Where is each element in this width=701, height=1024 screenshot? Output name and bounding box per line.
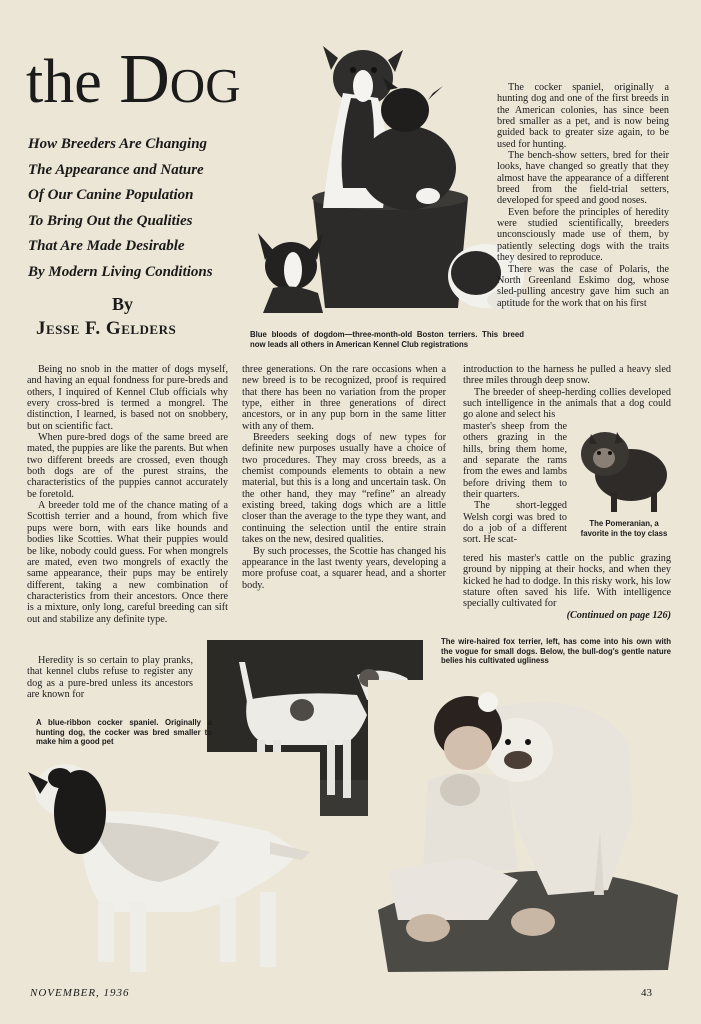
deck-line: By Modern Living Conditions — [28, 263, 213, 280]
continued-note: (Continued on page 126) — [566, 609, 671, 621]
deck-line: Of Our Canine Population — [28, 187, 194, 203]
paragraph: Even before the principles of heredity were studied scientifically, breeders unconsciously made use of them, by patiently selecting dogs with the traits they desired to reproduce. — [497, 206, 669, 264]
title-the: the — [26, 48, 102, 116]
body-column-3 — [463, 364, 671, 421]
body-column-2 — [242, 364, 446, 591]
caption-boston-terriers: Blue bloods of dogdom—three-month-old Boston terriers. This breed now leads all others in American Kennel Club registrations — [250, 330, 524, 349]
cocker-spaniel-photo — [20, 752, 320, 984]
caption-fox-terrier-bulldog: The wire-haired fox terrier, left, has come into his own with the vogue for small dogs. Below, the bull-dog's gentle nature belies his cultivated ugliness — [441, 637, 671, 665]
paragraph: There was the case of Polaris, the North Greenland Eskimo dog, whose sled-pulling ancestry gave him such an aptitude for the work that on his first — [497, 263, 669, 309]
body-column-1 — [27, 364, 228, 625]
title-dog: Dog — [119, 41, 241, 118]
article-deck — [28, 132, 238, 285]
deck-line: How Breeders Are Changing — [28, 136, 208, 152]
paragraph: master's sheep from the others grazing in the hills, bring them home, and separate the rams from the ewes and lambs before driving them to their quarters. — [463, 421, 567, 501]
paragraph: The short-legged Welsh corgi was bred to do a job of a different sort. He scat- — [463, 500, 567, 546]
continued-line — [463, 610, 671, 621]
author-name: Jesse F. Gelders — [36, 318, 177, 339]
body-column-3-bottom — [463, 553, 671, 621]
paragraph: tered his master's cattle on the public grazing ground by nipping at their hocks, and when they kicked he had to dodge. In this risky work, his low stature often saved his life. With intelligence specially cultivated for — [463, 553, 671, 610]
body-column-1-continued — [27, 655, 193, 700]
pomeranian-photo — [571, 420, 673, 518]
paragraph: A breeder told me of the chance mating of a Scottish terrier and a hound, from which five pups were born, with ears like hounds and bodies like Scotties. What their puppies would be like, nobody could guess. For when mongrels are mated, even two mongrels of exactly the same appearance, their pups may be entirely different, taking a new combination of characteristics from their ancestors. Once there is a mixture, only long, careful breeding can sift out and stabilize any definite type. — [27, 500, 228, 625]
paragraph: three generations. On the rare occasions when a new breed is to be recognized, proof is required that there has been no variation from the proper type, either in three generations of direct ancestors, or in any pup born in the same litter with any of them. — [242, 364, 446, 432]
paragraph: The bench-show setters, bred for their looks, have changed so greatly that they almost have the appearance of a different breed from the field-trial setters, developed for speed and good noses. — [497, 150, 669, 207]
footer-page-number: 43 — [641, 987, 652, 999]
footer-date: NOVEMBER, 1936 — [30, 987, 130, 999]
paragraph: By such processes, the Scottie has changed his appearance in the last twenty years, developing a more profuse coat, a squarer head, and a shorter body. — [242, 545, 446, 591]
byline-by: By — [112, 294, 134, 314]
deck-line: That Are Made Desirable — [28, 238, 185, 254]
paragraph: The cocker spaniel, originally a hunting dog and one of the first breeds in the American colonies, has since been bred smaller as a pet, and is now being guided back to greater size again, to be used for hunting. — [497, 82, 669, 150]
deck-line: The Appearance and Nature — [28, 161, 204, 178]
baby-bulldog-photo — [368, 680, 680, 976]
boston-terriers-photo — [243, 38, 533, 328]
paragraph: When pure-bred dogs of the same breed are mated, the puppies are like the parents. But when two different breeds are crossed, even though both dogs are of the purest strains, the characteristics of the puppies cannot accurately be foretold. — [27, 432, 228, 500]
paragraph: Being no snob in the matter of dogs myself, and having an equal fondness for pure-breds and others, I inquired of Kennel Club officials why every cross-bred is termed a mongrel. The distinction, I learned, is based not on snobbery, but on scientific fact. — [27, 364, 228, 432]
article-title — [26, 42, 241, 120]
paragraph: introduction to the harness he pulled a heavy sled three miles through deep snow. — [463, 364, 671, 387]
body-column-3-narrow — [463, 421, 567, 546]
paragraph: Breeders seeking dogs of new types for definite new purposes usually have a choice of two procedures. They may cross breeds, as a chemist compounds elements to obtain a new material, but this is a long and uncertain task. On the other hand, they may “refine” an already existing breed, taking dogs which are a little closer than the average to the type they want, and continuing the selection until the entire strain takes on the new, desired qualities. — [242, 432, 446, 546]
body-column-3-top — [497, 82, 669, 309]
caption-pomeranian: The Pomeranian, a favorite in the toy class — [580, 519, 668, 538]
paragraph: The breeder of sheep-herding collies developed such intelligence in the animals that a dog could go alone and select his — [463, 386, 671, 421]
caption-cocker-spaniel: A blue-ribbon cocker spaniel. Originally a hunting dog, the cocker was bred smaller to make him a good pet — [36, 718, 212, 746]
paragraph: Heredity is so certain to play pranks, that kennel clubs refuse to register any dog as a pure-bred unless its ancestors are known for — [27, 655, 193, 701]
deck-line: To Bring Out the Qualities — [28, 212, 193, 229]
